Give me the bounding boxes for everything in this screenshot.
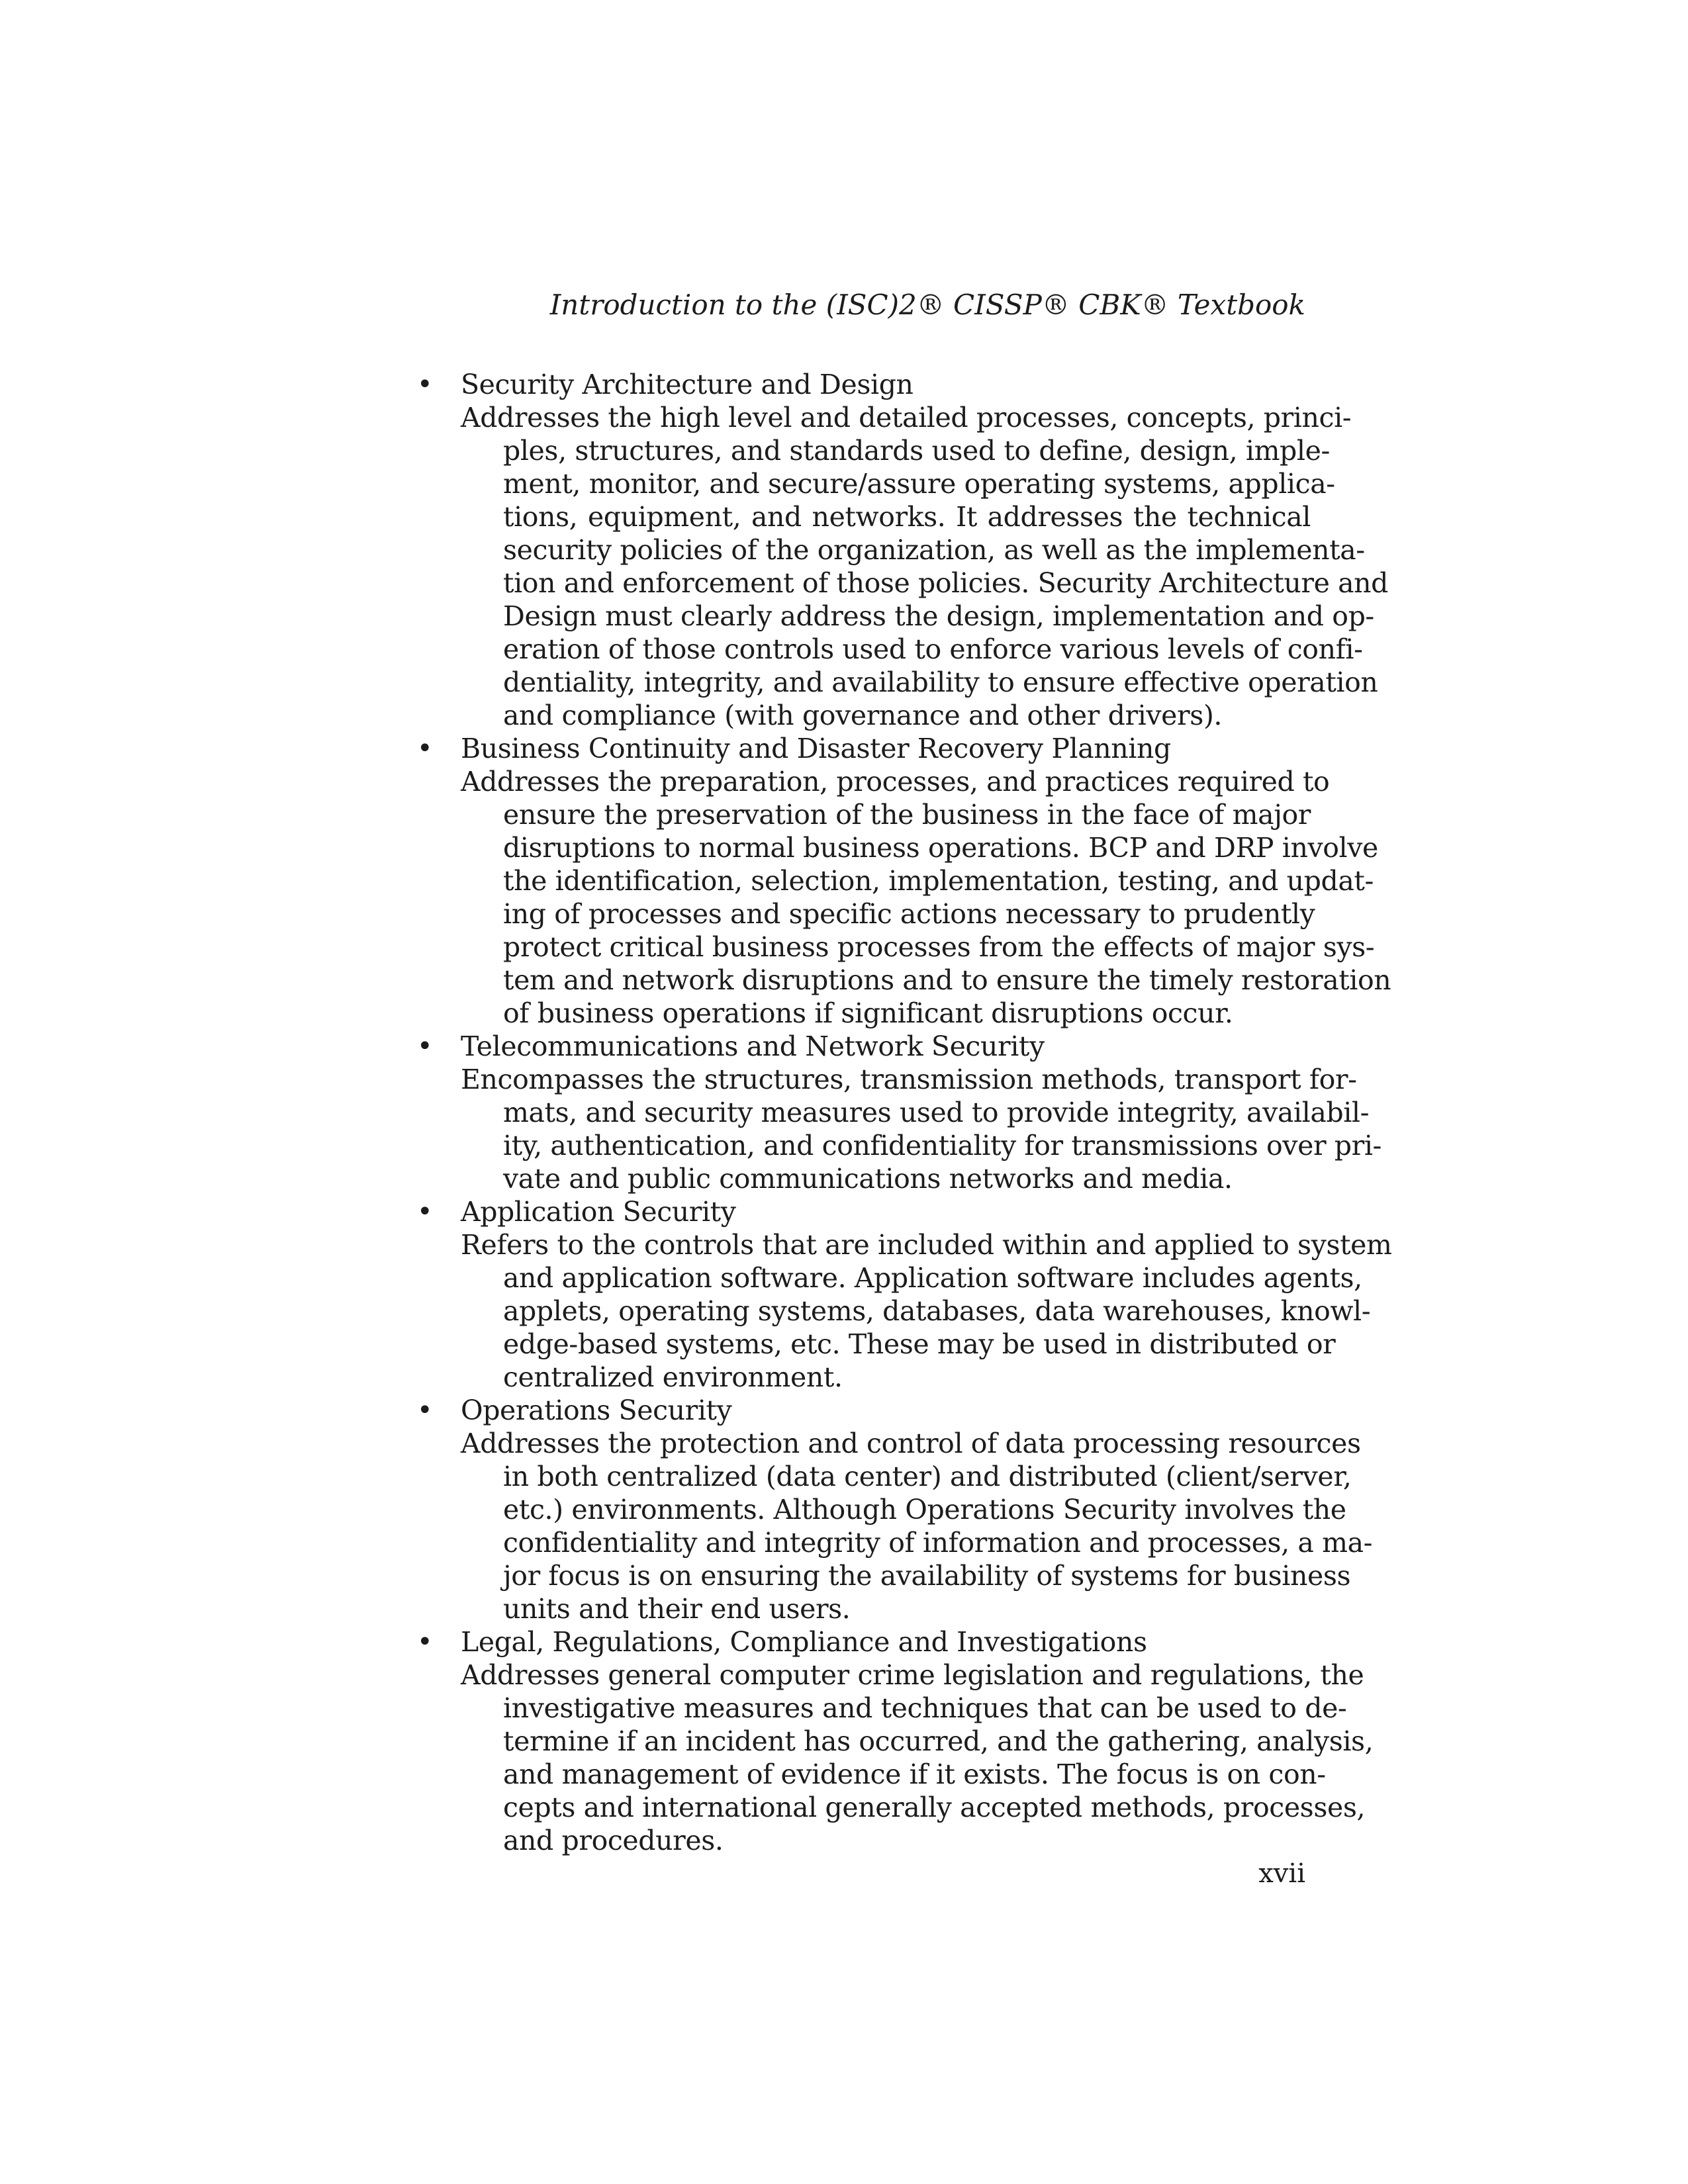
description-line: Addresses the protection and control of data processing resources [461,1428,1361,1459]
description-line: eration of those controls used to enforce various levels of confi- [503,633,1363,665]
description-line: jor focus is on ensuring the availability of systems for business [503,1560,1351,1592]
description-line: tions, equipment, and networks. It addresses the technical [503,501,1311,533]
bullet-icon: • [417,1627,433,1657]
bullet-icon: • [417,369,433,400]
description-line: Addresses the high level and detailed processes, concepts, princi- [461,402,1352,433]
description-line: dentiality, integrity, and availability to ensure effective operation [503,666,1378,698]
description-line: edge-based systems, etc. These may be used in distributed or [503,1328,1336,1360]
list-item [410,732,1391,1030]
list-item [410,1394,1373,1625]
topic-title: Telecommunications and Network Security [461,1030,1045,1062]
list-item [410,1625,1374,1857]
description-line: the identification, selection, implementation, testing, and updat- [503,865,1374,897]
description-line: Addresses the preparation, processes, and practices required to [461,766,1330,797]
topic-title: Security Architecture and Design [461,369,914,400]
bullet-icon: • [417,1395,433,1426]
description-line: termine if an incident has occurred, and the gathering, analysis, [503,1725,1374,1757]
list-item [410,368,1389,732]
topic-title: Operations Security [461,1394,732,1426]
list-item [410,1030,1382,1195]
description-line: applets, operating systems, databases, data warehouses, knowl- [503,1295,1371,1327]
running-head: Introduction to the (ISC)2® CISSP® CBK® Textbook [549,289,1305,321]
description-line: units and their end users. [503,1593,851,1625]
description-line: cepts and international generally accepted methods, processes, [503,1792,1366,1823]
description-line: disruptions to normal business operations. BCP and DRP involve [503,832,1378,864]
description-line: centralized environment. [503,1361,843,1393]
description-line: ity, authentication, and confidentiality for transmissions over pri- [503,1130,1382,1161]
description-line: and application software. Application software includes agents, [503,1262,1362,1294]
bullet-icon: • [417,1197,433,1227]
bullet-icon: • [417,733,433,764]
description-line: ples, structures, and standards used to define, design, imple- [503,435,1330,467]
description-line: in both centralized (data center) and distributed (client/server, [503,1461,1352,1492]
topic-list [410,368,1392,1857]
topic-title: Legal, Regulations, Compliance and Investigations [461,1626,1147,1658]
description-line: ment, monitor, and secure/assure operating systems, applica- [503,468,1335,500]
description-line: confidentiality and integrity of information and processes, a ma- [503,1527,1373,1559]
description-line: of business operations if significant disruptions occur. [503,997,1233,1029]
description-line: etc.) environments. Although Operations Security involves the [503,1494,1346,1525]
description-line: investigative measures and techniques that can be used to de- [503,1692,1347,1724]
description-line: security policies of the organization, as well as the implementa- [503,534,1365,566]
description-line: and compliance (with governance and other drivers). [503,700,1223,731]
page-number: xvii [1258,1858,1305,1889]
description-line: tem and network disruptions and to ensure the timely restoration [503,964,1391,996]
bullet-icon: • [417,1031,433,1062]
description-line: and procedures. [503,1825,724,1856]
description-line: Design must clearly address the design, implementation and op- [503,600,1374,632]
description-line: Addresses general computer crime legislation and regulations, the [461,1659,1364,1691]
list-item [410,1195,1392,1394]
description-line: and management of evidence if it exists. The focus is on con- [503,1758,1326,1790]
description-line: mats, and security measures used to provide integrity, availabil- [503,1097,1370,1128]
description-line: Encompasses the structures, transmission methods, transport for- [461,1064,1357,1095]
description-line: ensure the preservation of the business in the face of major [503,799,1311,831]
description-line: ing of processes and specific actions necessary to prudently [503,898,1315,930]
description-line: tion and enforcement of those policies. Security Architecture and [503,567,1389,599]
topic-title: Application Security [461,1196,736,1228]
description-line: Refers to the controls that are included within and applied to system [461,1229,1392,1261]
description-line: vate and public communications networks and media. [503,1163,1233,1195]
topic-title: Business Continuity and Disaster Recovery Planning [461,733,1171,764]
description-line: protect critical business processes from the effects of major sys- [503,931,1375,963]
